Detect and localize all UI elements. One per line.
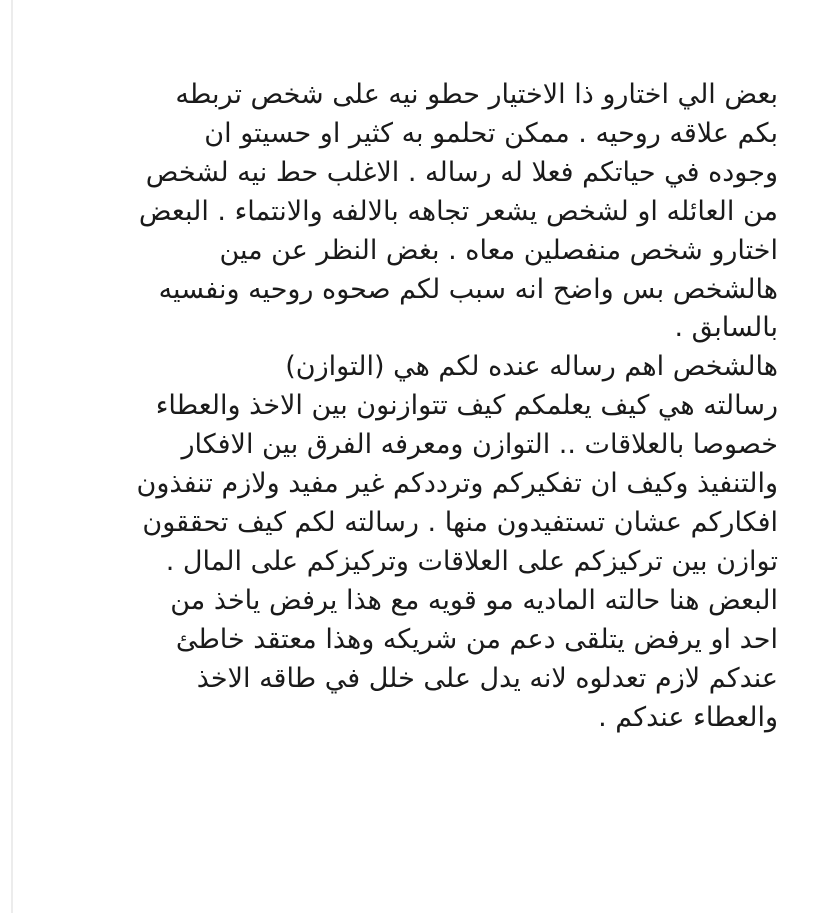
text-line: من العائله او لشخص يشعر تجاهه بالالفه والانتماء . البعض xyxy=(138,195,778,227)
text-line: بكم علاقه روحيه . ممكن تحلمو به كثير او حسيتو ان xyxy=(204,117,778,149)
text-line: وجوده في حياتكم فعلا له رساله . الاغلب حط نيه لشخص xyxy=(145,156,778,188)
text-line: هالشخص اهم رساله عنده لكم هي (التوازن) xyxy=(285,351,778,383)
text-line: رسالته هي كيف يعلمكم كيف تتوازنون بين الاخذ والعطاء xyxy=(155,390,778,422)
text-line: اختارو شخص منفصلين معاه . بغض النظر عن مين xyxy=(219,234,778,266)
text-line: بعض الي اختارو ذا الاختيار حطو نيه على شخص تربطه xyxy=(175,79,778,110)
text-line: احد او يرفض يتلقى دعم من شريكه وهذا معتقد خاطئ xyxy=(175,623,778,655)
text-line: خصوصا بالعلاقات .. التوازن ومعرفه الفرق بين الافكار xyxy=(181,429,778,461)
text-line: البعض هنا حالته الماديه مو قويه مع هذا يرفض ياخذ من xyxy=(170,584,778,616)
text-line: والتنفيذ وكيف ان تفكيركم وترددكم غير مفيد ولازم تنفذون xyxy=(136,468,778,500)
text-line: هالشخص بس واضح انه سبب لكم صحوه روحيه ونفسيه xyxy=(158,273,778,305)
text-line: بالسابق . xyxy=(674,312,778,344)
left-margin-rule xyxy=(11,0,13,913)
text-line: افكاركم عشان تستفيدون منها . رسالته لكم كيف تحققون xyxy=(142,506,778,538)
text-line: عندكم لازم تعدلوه لانه يدل على خلل في طاقه الاخذ xyxy=(196,662,778,694)
document-text xyxy=(40,76,778,737)
text-line: والعطاء عندكم . xyxy=(598,701,778,733)
text-line: توازن بين تركيزكم على العلاقات وتركيزكم على المال . xyxy=(165,545,778,577)
